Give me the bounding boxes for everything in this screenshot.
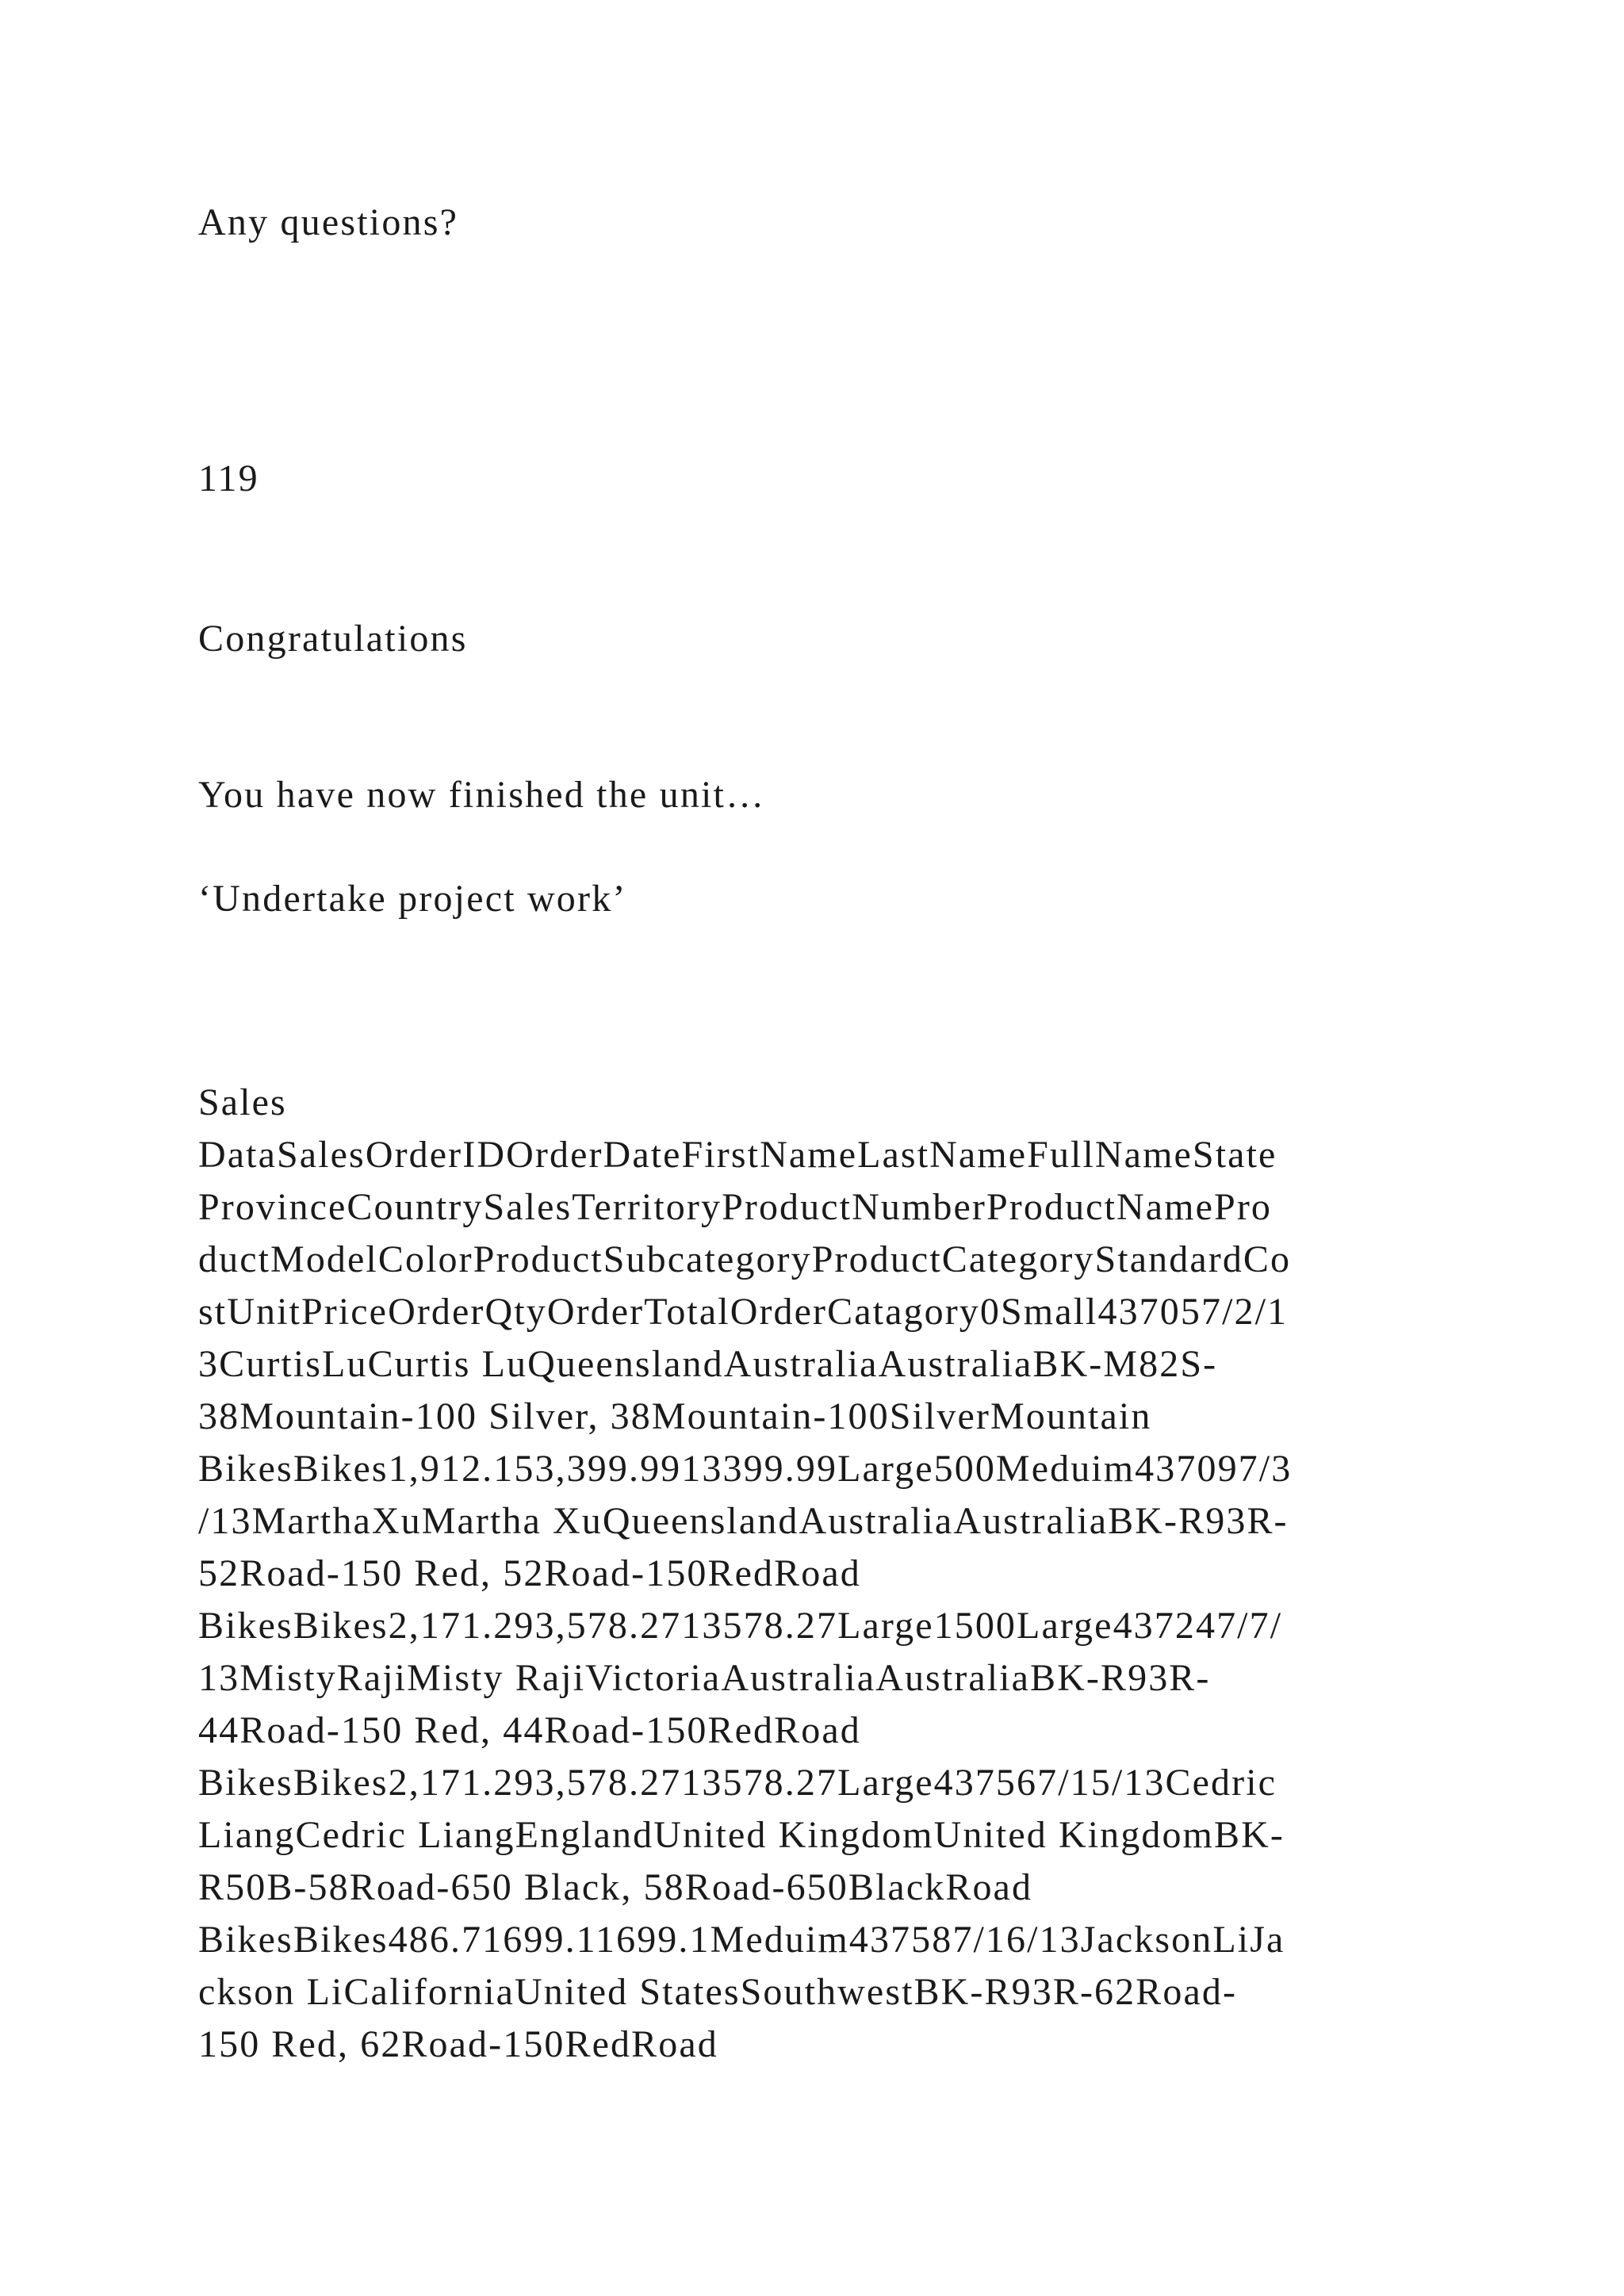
sales-data-line: ProvinceCountrySalesTerritoryProductNumberProductNamePro <box>198 1186 1272 1228</box>
sales-data-line: R50B-58Road-650 Black, 58Road-650BlackRoad <box>198 1866 1033 1908</box>
page-number: 119 <box>198 457 259 499</box>
sales-data-line: BikesBikes1,912.153,399.9913399.99Large500Meduim437097/3 <box>198 1448 1293 1490</box>
finished-unit-text: You have now finished the unit… <box>198 774 766 816</box>
unit-name-text: ‘Undertake project work’ <box>198 878 627 920</box>
sales-data-line: 52Road-150 Red, 52Road-150RedRoad <box>198 1552 861 1594</box>
sales-data-line: BikesBikes2,171.293,578.2713578.27Large1500Large437247/7/ <box>198 1605 1283 1647</box>
sales-data-line: ductModelColorProductSubcategoryProductCategoryStandardCo <box>198 1238 1292 1280</box>
congratulations-heading: Congratulations <box>198 618 468 660</box>
sales-data-line: 38Mountain-100 Silver, 38Mountain-100SilverMountain <box>198 1395 1152 1437</box>
sales-data-line: 44Road-150 Red, 44Road-150RedRoad <box>198 1709 861 1751</box>
questions-text: Any questions? <box>198 201 459 243</box>
sales-data-line: 13MistyRajiMisty RajiVictoriaAustraliaAustraliaBK-R93R- <box>198 1657 1211 1699</box>
sales-data-line: ckson LiCaliforniaUnited StatesSouthwestBK-R93R-62Road- <box>198 1971 1238 2013</box>
sales-data-line: Sales <box>198 1081 287 1123</box>
sales-data-line: 3CurtisLuCurtis LuQueenslandAustraliaAustraliaBK-M82S- <box>198 1343 1218 1385</box>
sales-data-line: 150 Red, 62Road-150RedRoad <box>198 2023 718 2065</box>
sales-data-line: LiangCedric LiangEnglandUnited KingdomUnited KingdomBK- <box>198 1814 1285 1856</box>
sales-data-line: stUnitPriceOrderQtyOrderTotalOrderCatagory0Small437057/2/1 <box>198 1291 1289 1333</box>
sales-data-line: DataSalesOrderIDOrderDateFirstNameLastNameFullNameState <box>198 1134 1277 1176</box>
sales-data-line: BikesBikes486.71699.11699.1Meduim437587/16/13JacksonLiJa <box>198 1919 1285 1961</box>
sales-data-line: /13MarthaXuMartha XuQueenslandAustraliaAustraliaBK-R93R- <box>198 1500 1289 1542</box>
sales-data-line: BikesBikes2,171.293,578.2713578.27Large437567/15/13Cedric <box>198 1762 1277 1804</box>
sales-data-block <box>198 1077 1292 2071</box>
